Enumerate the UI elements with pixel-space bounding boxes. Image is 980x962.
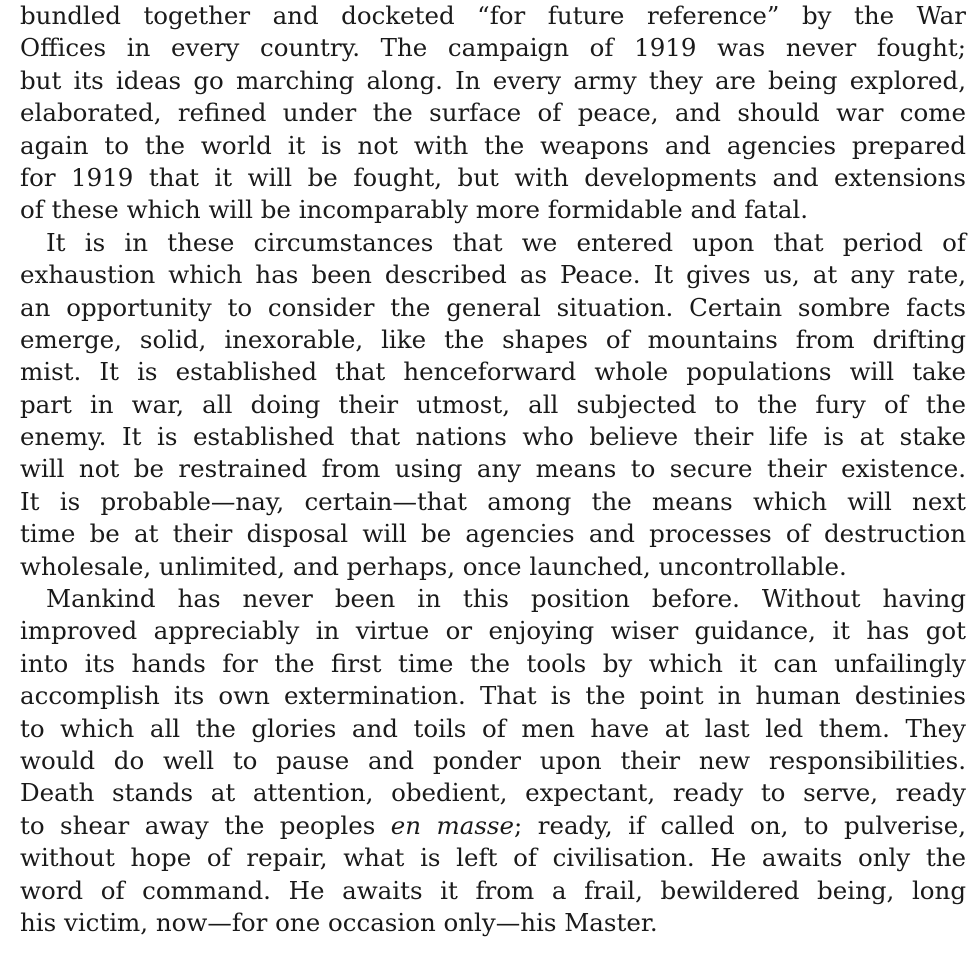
text-line: into its hands for the first time the tools by which it can unfailingly [20,648,966,678]
paragraph-1 [20,0,966,227]
text-line: elaborated, refined under the surface of peace, and should war come [20,98,966,128]
text-segment: ; ready, if called on, to pulverise, [514,810,966,840]
text-line: but its ideas go marching along. In every army they are being explored, [20,65,966,95]
text-line: for 1919 that it will be fought, but with developments and extensions [20,162,966,192]
text-line: Death stands at attention, obedient, expectant, ready to serve, ready [20,778,966,808]
document-page [20,0,966,939]
text-line: bundled together and docketed “for future reference” by the War [20,1,966,30]
paragraph-2 [20,227,966,583]
text-segment: to shear away the peoples [20,810,391,840]
text-line: an opportunity to consider the general situation. Certain sombre facts [20,292,966,322]
text-line: accomplish its own extermination. That is the point in human destinies [20,681,966,711]
text-line-with-italic [20,810,966,842]
text-line: It is probable—nay, certain—that among the means which will next [20,486,966,516]
text-line: enemy. It is established that nations who believe their life is at stake [20,422,966,452]
text-line: wholesale, unlimited, and perhaps, once launched, uncontrollable. [20,551,847,581]
text-line: exhaustion which has been described as Peace. It gives us, at any rate, [20,260,966,290]
text-line: will not be restrained from using any means to secure their existence. [20,454,966,484]
text-line: word of command. He awaits it from a frail, bewildered being, long [20,875,966,905]
text-line: part in war, all doing their utmost, all subjected to the fury of the [20,389,966,419]
text-line: emerge, solid, inexorable, like the shapes of mountains from drifting [20,324,966,354]
text-line: without hope of repair, what is left of civilisation. He awaits only the [20,843,966,873]
text-line: again to the world it is not with the weapons and agencies prepared [20,130,966,160]
text-line: his victim, now—for one occasion only—his Master. [20,907,658,937]
text-line: It is in these circumstances that we entered upon that period of [46,227,966,257]
text-line: time be at their disposal will be agencies and processes of destruction [20,519,966,549]
paragraph-3 [20,583,966,939]
text-line: would do well to pause and ponder upon their new responsibilities. [20,745,966,775]
text-line: of these which will be incomparably more formidable and fatal. [20,195,809,225]
text-line: mist. It is established that henceforward whole populations will take [20,357,966,387]
italic-phrase: en masse [390,810,515,840]
text-line: to which all the glories and toils of men have at last led them. They [20,713,966,743]
text-line: Mankind has never been in this position before. Without having [46,584,966,614]
text-line: improved appreciably in virtue or enjoying wiser guidance, it has got [20,616,966,646]
text-line: Offices in every country. The campaign of 1919 was never fought; [20,33,966,63]
